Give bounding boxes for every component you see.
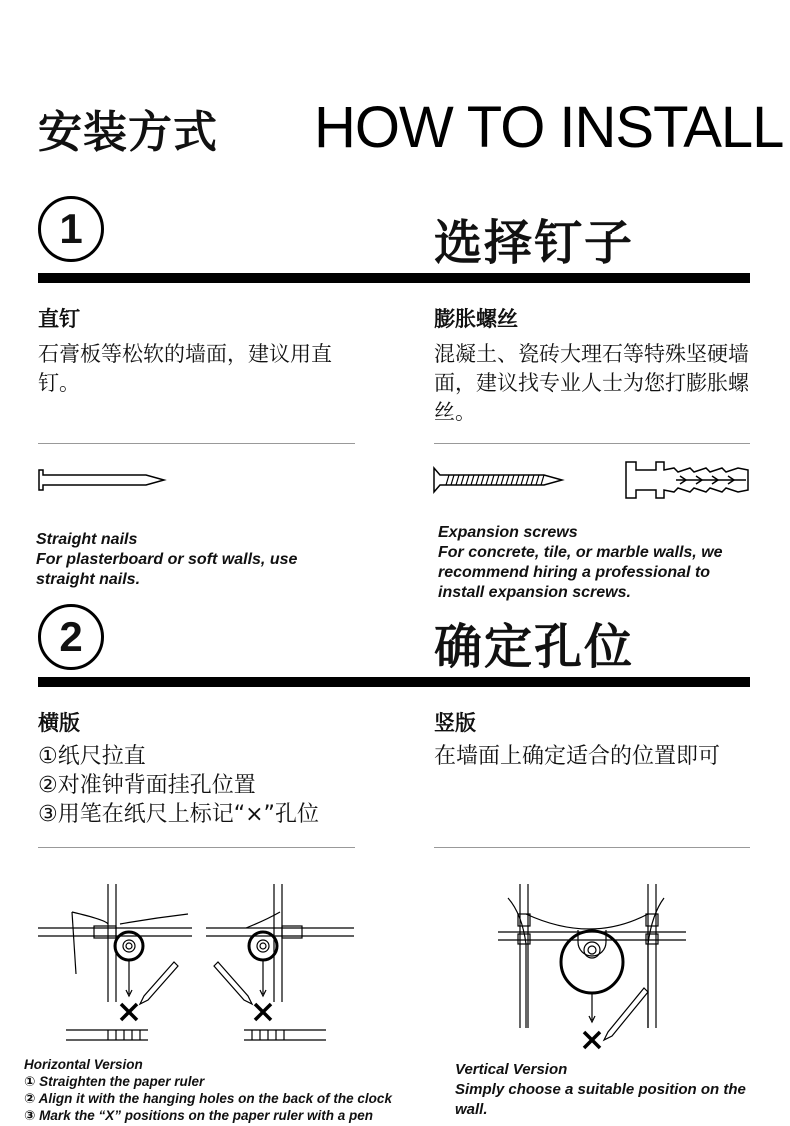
vertical-clock-diagram — [496, 884, 690, 1056]
step-1-divider — [38, 273, 750, 283]
x-mark-icon — [584, 1032, 600, 1048]
screw-icon — [432, 466, 567, 496]
straight-nail-en-line: straight nails. — [36, 571, 141, 588]
horizontal-steps — [38, 742, 319, 829]
vertical-en — [455, 1060, 746, 1120]
step-2-number: 2 — [38, 604, 104, 670]
separator-left-1 — [38, 443, 355, 444]
horizontal-en-line: ③ Mark the “X” positions on the paper ruler with a pen — [24, 1108, 373, 1123]
clock-hanging-diagram — [36, 884, 358, 1046]
step-2-divider — [38, 677, 750, 687]
expansion-screw-en-line: For concrete, tile, or marble walls, we — [438, 544, 723, 561]
separator-right-1 — [434, 443, 750, 444]
vertical-en-line: wall. — [455, 1101, 488, 1118]
horizontal-en-line: ② Align it with the hanging holes on the back of the clock — [24, 1091, 392, 1106]
page-title-cn: 安装方式 — [38, 107, 218, 158]
vertical-en-title: Vertical Version — [455, 1061, 568, 1078]
step-2-title: 确定孔位 — [434, 619, 635, 675]
page-title-en: HOW TO INSTALL — [314, 95, 784, 160]
vertical-en-line: Simply choose a suitable position on the — [455, 1081, 746, 1098]
straight-nail-en-line: For plasterboard or soft walls, use — [36, 551, 298, 568]
vertical-desc: 在墙面上确定适合的位置即可 — [434, 744, 721, 769]
separator-right-2 — [434, 847, 750, 848]
step-1-title: 选择钉子 — [434, 215, 635, 271]
horizontal-en-title: Horizontal Version — [24, 1057, 143, 1072]
straight-nail-en-title: Straight nails — [36, 531, 138, 548]
horizontal-step: ②对准钟背面挂孔位置 — [38, 773, 256, 798]
step-1-number: 1 — [38, 196, 104, 262]
straight-nail-heading: 直钉 — [38, 307, 80, 331]
x-mark-icon — [121, 1004, 271, 1020]
straight-nail-en — [36, 530, 297, 590]
expansion-screw-heading: 膨胀螺丝 — [434, 307, 518, 331]
horizontal-step: ①纸尺拉直 — [38, 744, 146, 769]
vertical-heading: 竖版 — [434, 711, 476, 735]
horizontal-en — [24, 1056, 392, 1124]
straight-nail-desc: 石膏板等松软的墙面，建议用直钉。 — [38, 342, 332, 395]
horizontal-en-line: ① Straighten the paper ruler — [24, 1074, 205, 1089]
expansion-screw-en-title: Expansion screws — [438, 524, 578, 541]
wall-anchor-icon — [624, 460, 752, 500]
separator-left-2 — [38, 847, 355, 848]
nail-icon — [38, 466, 168, 496]
expansion-screw-en-line: recommend hiring a professional to — [438, 564, 711, 581]
expansion-screw-desc: 混凝土、瓷砖大理石等特殊坚硬墙面，建议找专业人士为您打膨胀螺丝。 — [434, 342, 749, 424]
expansion-screw-en — [438, 523, 723, 603]
horizontal-heading: 横版 — [38, 711, 80, 735]
horizontal-step: ③用笔在纸尺上标记“×”孔位 — [38, 802, 319, 827]
expansion-screw-en-line: install expansion screws. — [438, 584, 631, 601]
